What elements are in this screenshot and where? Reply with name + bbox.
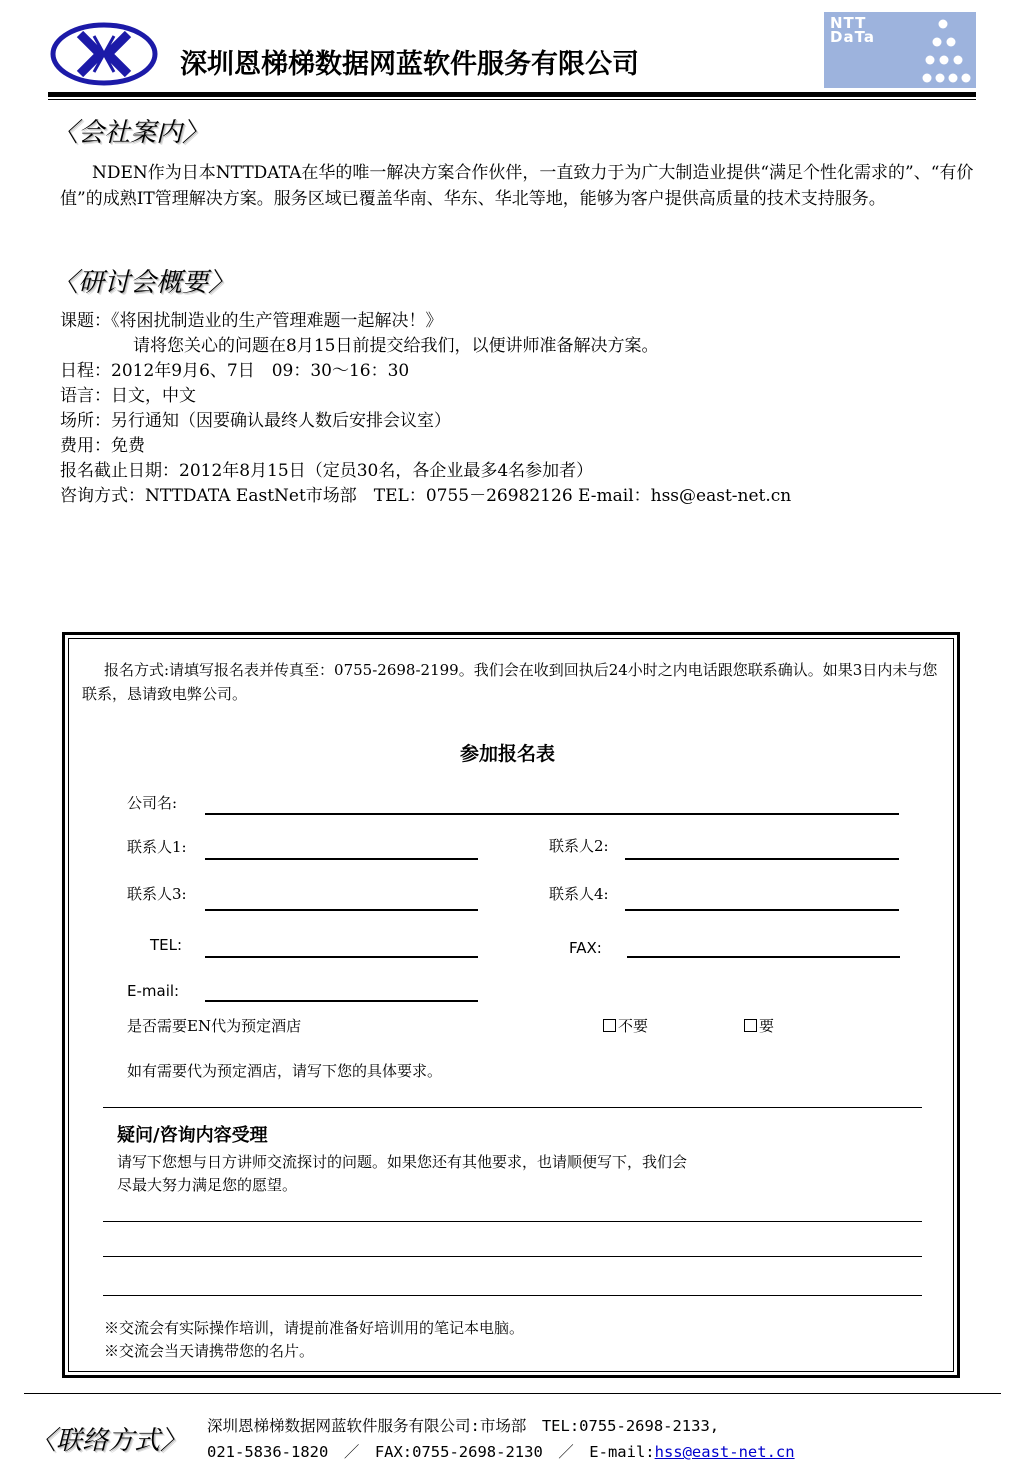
company-label: 公司名:	[127, 794, 178, 812]
company-field[interactable]	[205, 813, 899, 815]
hotel-no-label: 不要	[618, 1017, 649, 1035]
logo-text-data: DaTa	[830, 28, 875, 46]
contact3-label: 联系人3:	[127, 885, 187, 903]
inquiry-field-line[interactable]	[103, 1221, 922, 1222]
footer-contact-line2	[207, 1440, 795, 1462]
nttdata-logo-icon	[824, 12, 976, 88]
seminar-venue: 场所：另行通知（因要确认最终人数后安排会议室）	[60, 411, 451, 431]
fax-label: FAX:	[569, 939, 602, 957]
footer-email-link[interactable]: hss@east-net.cn	[654, 1443, 795, 1461]
header-divider	[48, 92, 976, 97]
footer-contact-line1: 深圳恩梯梯数据网蓝软件服务有限公司:市场部 TEL:0755-2698-2133,	[207, 1417, 720, 1435]
company-title: 深圳恩梯梯数据网蓝软件服务有限公司	[180, 49, 639, 80]
hotel-yes-label: 要	[759, 1017, 775, 1035]
header-divider-thin	[48, 99, 976, 100]
contact1-label: 联系人1:	[127, 838, 187, 856]
fax-field[interactable]	[627, 956, 900, 958]
seminar-topic: 课题：《将困扰制造业的生产管理难题一起解决！》	[60, 311, 443, 331]
hotel-question: 是否需要EN代为预定酒店	[127, 1017, 302, 1035]
logo-text-ntt: NTT	[830, 14, 867, 32]
hotel-request: 如有需要代为预定酒店，请写下您的具体要求。	[127, 1062, 443, 1080]
seminar-topic-note: 请将您关心的问题在8月15日前提交给我们，以便讲师准备解决方案。	[133, 336, 659, 356]
contact3-field[interactable]	[205, 909, 478, 911]
inquiry-field-line[interactable]	[103, 1256, 922, 1257]
note-laptop: ※交流会有实际操作培训，请提前准备好培训用的笔记本电脑。	[104, 1319, 525, 1337]
intro-paragraph: NDEN作为日本NTTDATA在华的唯一解决方案合作伙伴，一直致力于为广大制造业提供“满足个性化需求的”、“有价值”的成熟IT管理解决方案。服务区域已覆盖华南、华东、华北等地，能够为客户提供高质量的技术支持服务。	[60, 163, 974, 209]
hotel-no-option[interactable]	[603, 1015, 648, 1036]
email-field[interactable]	[205, 1000, 478, 1002]
hotel-yes-option[interactable]	[744, 1015, 774, 1036]
contact4-label: 联系人4:	[549, 885, 609, 903]
company-logo-icon	[50, 22, 158, 86]
inquiry-line2: 尽最大努力满足您的愿望。	[117, 1176, 298, 1194]
checkbox-yes[interactable]	[744, 1019, 757, 1032]
footer-contact-text: 021-5836-1820 ／ FAX:0755-2698-2130 ／ E-mail:	[207, 1443, 655, 1461]
contact2-label: 联系人2:	[549, 837, 609, 855]
seminar-language: 语言：日文，中文	[60, 386, 196, 406]
intro-heading: 〈会社案内〉	[52, 118, 209, 148]
contact2-field[interactable]	[625, 858, 899, 860]
inquiry-field-line[interactable]	[103, 1295, 922, 1296]
form-instructions: 报名方式:请填写报名表并传真至：0755-2698-2199。我们会在收到回执后24小时之内电话跟您联系确认。如果3日内未与您联系，恳请致电弊公司。	[82, 661, 938, 703]
tel-label: TEL:	[150, 936, 183, 954]
contact4-field[interactable]	[625, 909, 899, 911]
inquiry-heading: 疑问/咨询内容受理	[117, 1125, 268, 1146]
checkbox-no[interactable]	[603, 1019, 616, 1032]
form-title: 参加报名表	[460, 743, 556, 765]
inquiry-line1: 请写下您想与日方讲师交流探讨的问题。如果您还有其他要求，也请顺便写下，我们会	[117, 1153, 688, 1171]
seminar-heading: 〈研讨会概要〉	[52, 268, 235, 298]
seminar-contact: 咨询方式：NTTDATA EastNet市场部 TEL：0755－26982126 E-mail：hss@east-net.cn	[60, 486, 792, 506]
contact1-field[interactable]	[205, 858, 478, 860]
email-label: E-mail:	[127, 982, 180, 1000]
footer-heading: 〈联络方式〉	[30, 1426, 187, 1456]
hotel-request-field[interactable]	[103, 1107, 922, 1108]
tel-field[interactable]	[205, 956, 478, 958]
seminar-deadline: 报名截止日期：2012年8月15日（定员30名，各企业最多4名参加者）	[60, 461, 594, 481]
seminar-fee: 费用：免费	[60, 436, 145, 456]
seminar-schedule: 日程：2012年9月6、7日 09：30～16：30	[60, 361, 410, 381]
footer-divider	[24, 1393, 1001, 1394]
note-business-card: ※交流会当天请携带您的名片。	[104, 1342, 315, 1360]
